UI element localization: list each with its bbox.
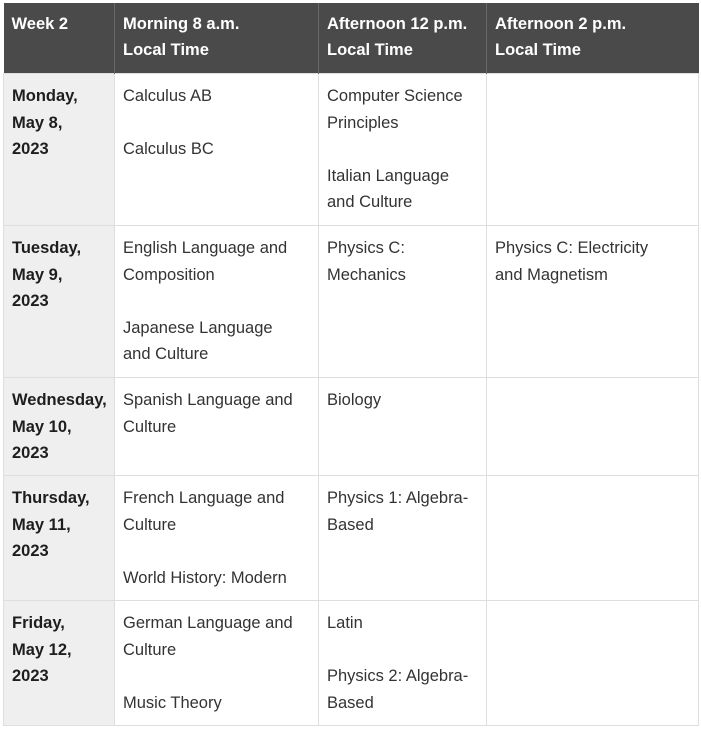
exam-name-line: and Culture [327, 193, 413, 211]
header-week-label: Week 2 [11, 15, 69, 33]
header-afternoon [487, 3, 699, 74]
header-morning [115, 3, 319, 74]
exam-name-line: Culture [123, 515, 177, 534]
exam-entry [495, 235, 690, 288]
noon-cell [319, 601, 487, 726]
exam-name-line: Physics 2: Algebra- [327, 667, 469, 685]
day-cell [4, 601, 115, 726]
exam-entry [327, 235, 478, 288]
afternoon-cell [487, 74, 699, 226]
afternoon-cell [487, 601, 699, 726]
exam-entry [327, 610, 478, 637]
exam-name-line: Latin [327, 614, 363, 632]
schedule-container [3, 3, 699, 726]
exam-entry [123, 83, 310, 110]
noon-cell [319, 74, 487, 226]
exam-name-line: Physics C: [327, 239, 405, 257]
day-label-line: Friday, [12, 614, 65, 632]
exam-entry [123, 136, 310, 163]
morning-cell [115, 226, 319, 378]
noon-cell [319, 226, 487, 378]
day-label-line: 2023 [12, 444, 49, 462]
exam-name-line: German Language and [123, 614, 293, 632]
table-row [4, 226, 699, 378]
morning-cell [115, 74, 319, 226]
exam-name-line: and Magnetism [495, 265, 608, 284]
day-label-line: May 9, [12, 265, 63, 284]
day-label-line: 2023 [12, 292, 49, 310]
exam-name-line: Japanese Language [123, 318, 273, 337]
exam-name-line: English Language and [123, 239, 288, 257]
header-afternoon-time: Afternoon 2 p.m. [495, 15, 627, 33]
table-row [4, 601, 699, 726]
exam-name-line: and Culture [123, 345, 209, 363]
header-morning-time: Morning 8 a.m. [123, 15, 240, 33]
exam-entry [123, 610, 310, 663]
header-noon-zone: Local Time [327, 41, 413, 59]
exam-name-line: Physics C: Electricity [495, 239, 649, 257]
day-label-line: Thursday, [12, 489, 90, 507]
day-label-line: May 11, [12, 515, 71, 534]
exam-name-line: Spanish Language and [123, 391, 293, 409]
afternoon-cell [487, 378, 699, 476]
day-label-line: Monday, [12, 87, 78, 105]
exam-entry [123, 315, 310, 368]
noon-cell [319, 476, 487, 601]
noon-cell [319, 378, 487, 476]
exam-name-line: Culture [123, 640, 177, 659]
exam-entry [123, 485, 310, 538]
exam-entry [123, 565, 310, 592]
exam-entry [327, 83, 478, 136]
afternoon-cell [487, 226, 699, 378]
header-morning-zone: Local Time [123, 41, 209, 59]
exam-name-line: Computer Science [327, 87, 463, 105]
exam-entry [327, 485, 478, 538]
exam-name-line: Composition [123, 265, 215, 284]
header-week [4, 3, 115, 74]
morning-cell [115, 476, 319, 601]
day-label-line: Tuesday, [12, 239, 82, 257]
day-cell [4, 378, 115, 476]
exam-schedule-table [3, 3, 699, 726]
exam-name-line: Calculus BC [123, 140, 214, 158]
header-afternoon-zone: Local Time [495, 41, 581, 59]
table-row [4, 74, 699, 226]
day-cell [4, 226, 115, 378]
exam-name-line: Based [327, 693, 374, 712]
day-label-line: 2023 [12, 667, 49, 685]
morning-cell [115, 378, 319, 476]
table-row [4, 476, 699, 601]
exam-entry [123, 235, 310, 288]
header-row [4, 3, 699, 74]
exam-name-line: World History: Modern [123, 568, 287, 587]
day-label-line: May 10, [12, 417, 72, 436]
header-noon [319, 3, 487, 74]
afternoon-cell [487, 476, 699, 601]
day-cell [4, 476, 115, 601]
day-cell [4, 74, 115, 226]
exam-name-line: Italian Language [327, 166, 450, 185]
exam-entry [327, 663, 478, 716]
exam-name-line: Principles [327, 113, 399, 132]
exam-entry [123, 387, 310, 440]
exam-name-line: Music Theory [123, 693, 222, 712]
day-label-line: 2023 [12, 542, 49, 560]
schedule-body [4, 74, 699, 726]
exam-name-line: French Language and [123, 489, 285, 507]
exam-name-line: Mechanics [327, 265, 406, 284]
exam-entry [123, 690, 310, 717]
exam-entry [327, 387, 478, 414]
morning-cell [115, 601, 319, 726]
day-label-line: May 12, [12, 640, 72, 659]
exam-name-line: Calculus AB [123, 87, 212, 105]
day-label-line: May 8, [12, 113, 63, 132]
exam-entry [327, 163, 478, 216]
exam-name-line: Physics 1: Algebra- [327, 489, 469, 507]
day-label-line: 2023 [12, 140, 49, 158]
exam-name-line: Biology [327, 391, 382, 409]
day-label-line: Wednesday, [12, 391, 107, 409]
exam-name-line: Culture [123, 417, 177, 436]
exam-name-line: Based [327, 515, 374, 534]
table-row [4, 378, 699, 476]
header-noon-time: Afternoon 12 p.m. [327, 15, 468, 33]
